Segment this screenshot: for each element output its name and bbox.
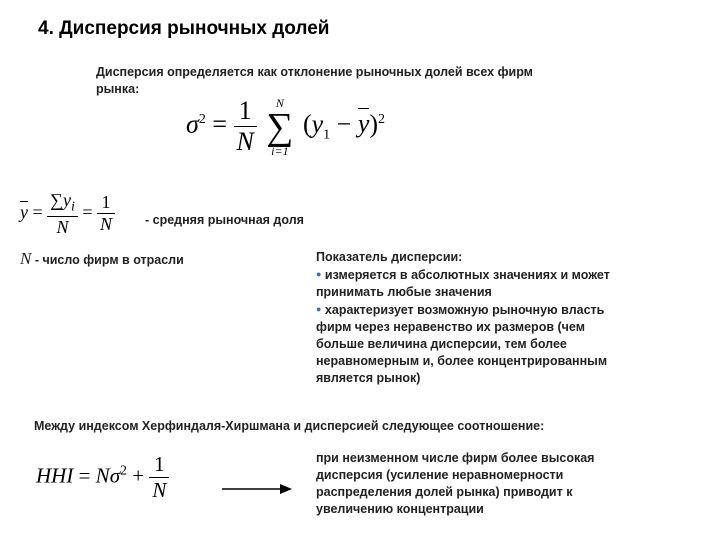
sum-lower-limit: i=1	[271, 143, 289, 158]
equals-sign: =	[78, 463, 91, 488]
exponent: 2	[120, 463, 128, 479]
open-paren: (	[302, 109, 312, 139]
indicator-bullet-2	[316, 301, 656, 319]
hhi-relation-text: Между индексом Херфиндаля-Хиршмана и дисперсией следующее соотношение:	[34, 419, 545, 433]
numerator	[47, 190, 78, 216]
minus-sign: −	[336, 109, 352, 139]
n-symbol: N	[20, 249, 32, 268]
hhi-symbol: HHI	[36, 463, 74, 488]
equals-sign-2: =	[82, 201, 93, 222]
sigma-symbol: σ	[186, 109, 199, 139]
numerator: 1	[238, 96, 252, 125]
y-symbol: y	[311, 109, 324, 139]
indicator-bullet-1	[316, 266, 656, 284]
mean-description: - средняя рыночная доля	[145, 213, 304, 227]
numerator: 1	[101, 192, 111, 213]
intro-line-2: рынка:	[96, 82, 140, 96]
y-subscript: i	[71, 199, 75, 215]
conclusion-text	[316, 450, 646, 518]
conclusion-line-2: дисперсия (усиление неравномерности	[316, 468, 564, 482]
intro-line-1: Дисперсия определяется как отклонение рыночных долей всех фирм	[96, 65, 533, 79]
bullet-2-line-5: является рынок)	[316, 371, 421, 385]
fraction-one-over-n	[234, 96, 257, 157]
fraction-one-over-n	[149, 452, 169, 503]
y-symbol: y	[63, 190, 71, 210]
conclusion-line-4: увеличению концентрации	[316, 502, 484, 516]
mean-formula	[20, 190, 115, 238]
dispersion-indicator-block	[316, 249, 656, 387]
fraction-one-over-n	[97, 192, 115, 235]
equals-sign: =	[32, 201, 43, 222]
denominator: N	[47, 216, 78, 238]
variance-formula	[186, 96, 385, 157]
sigma-symbol: σ	[109, 463, 121, 488]
denominator: N	[97, 213, 115, 235]
exponent-2: 2	[378, 111, 386, 127]
bullet-2-line-3: больше величина дисперсии, тем более	[316, 337, 567, 351]
intro-text	[96, 64, 616, 98]
right-arrow-icon	[222, 483, 292, 495]
plus-sign: +	[132, 463, 145, 488]
bullet-2-text: характеризует возможную рыночную власть	[321, 303, 605, 317]
n-description: - число фирм в отрасли	[31, 253, 184, 267]
hhi-formula	[36, 452, 169, 503]
summation	[266, 97, 293, 157]
conclusion-line-3: распределения долей рынка) приводит к	[316, 485, 573, 499]
indicator-heading: Показатель дисперсии:	[316, 250, 463, 264]
bullet-dot-icon: ●	[316, 304, 322, 314]
bullet-2-line-2: фирм через неравенство их размеров (чем	[316, 320, 585, 334]
fraction-sum-over-n	[47, 190, 78, 238]
exponent: 2	[198, 111, 206, 127]
bullet-dot-icon: ●	[316, 269, 322, 279]
bullet-2-line-4: неравномерным и, более концентрированным	[316, 354, 608, 368]
sum-icon: ∑	[50, 190, 63, 210]
denominator: N	[234, 126, 257, 157]
y-bar-symbol: y	[357, 109, 370, 139]
slide-title: 4. Дисперсия рыночных долей	[38, 18, 330, 39]
y-bar-symbol: y	[20, 201, 28, 222]
conclusion-line-1: при неизменном числе фирм более высокая	[316, 451, 595, 465]
n-symbol: N	[95, 463, 110, 488]
close-paren: )	[369, 109, 379, 139]
sum-icon: ∑	[266, 105, 294, 148]
n-definition	[20, 250, 184, 269]
numerator: 1	[154, 452, 165, 476]
y-subscript: 1	[323, 127, 331, 143]
bullet-1-continuation: принимать любые значения	[316, 285, 492, 299]
equals-sign: =	[212, 109, 227, 139]
denominator: N	[149, 477, 169, 503]
sum-upper-limit: N	[275, 95, 284, 110]
bullet-1-text: измеряется в абсолютных значениях и может	[321, 268, 610, 282]
